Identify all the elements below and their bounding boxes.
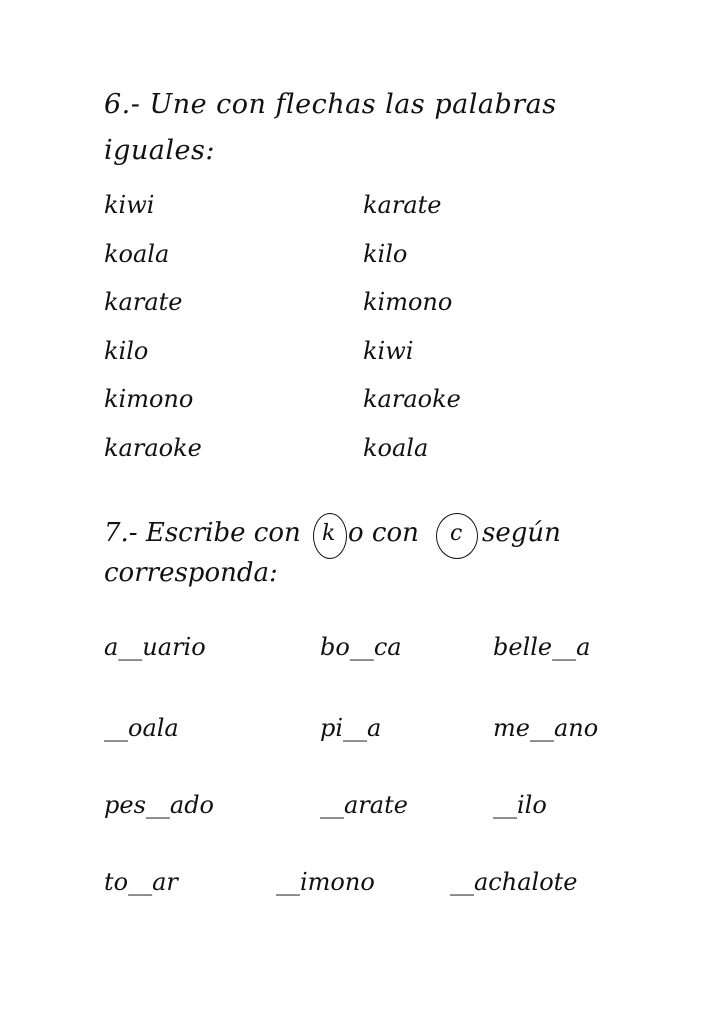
left-word: kimono xyxy=(104,385,194,413)
right-word: kiwi xyxy=(363,337,414,365)
exercise-7-title-line2: corresponda: xyxy=(104,558,278,588)
exercise-6-title-line1: 6.- Une con flechas las palabras xyxy=(104,89,557,120)
fill-in-word: __achalote xyxy=(450,868,578,896)
fill-in-word: __arate xyxy=(320,791,408,819)
letter-c: c xyxy=(450,521,463,546)
fill-in-word: __ilo xyxy=(493,791,547,819)
right-word: kilo xyxy=(363,240,408,268)
left-word: kiwi xyxy=(104,191,155,219)
fill-in-word: me__ano xyxy=(493,714,599,742)
left-word: karate xyxy=(104,288,183,316)
exercise-6-title-line2: iguales: xyxy=(104,135,215,166)
exercise-7-title-part2: o con xyxy=(348,518,419,548)
exercise-7-title-part3: según xyxy=(482,518,561,548)
right-word: karate xyxy=(363,191,442,219)
left-word: karaoke xyxy=(104,434,202,462)
right-word: kimono xyxy=(363,288,453,316)
right-word: karaoke xyxy=(363,385,461,413)
fill-in-word: belle__a xyxy=(493,633,591,661)
fill-in-word: pes__ado xyxy=(104,791,215,819)
fill-in-word: a__uario xyxy=(104,633,206,661)
right-word: koala xyxy=(363,434,429,462)
fill-in-word: __imono xyxy=(276,868,375,896)
fill-in-word: to__ar xyxy=(104,868,178,896)
left-word: kilo xyxy=(104,337,149,365)
fill-in-word: __oala xyxy=(104,714,179,742)
letter-k: k xyxy=(322,521,336,546)
exercise-7-title-part1: 7.- Escribe con xyxy=(104,518,301,548)
left-word: koala xyxy=(104,240,170,268)
fill-in-word: pi__a xyxy=(320,714,382,742)
exercise-6-title xyxy=(104,82,644,174)
fill-in-word: bo__ca xyxy=(320,633,402,661)
